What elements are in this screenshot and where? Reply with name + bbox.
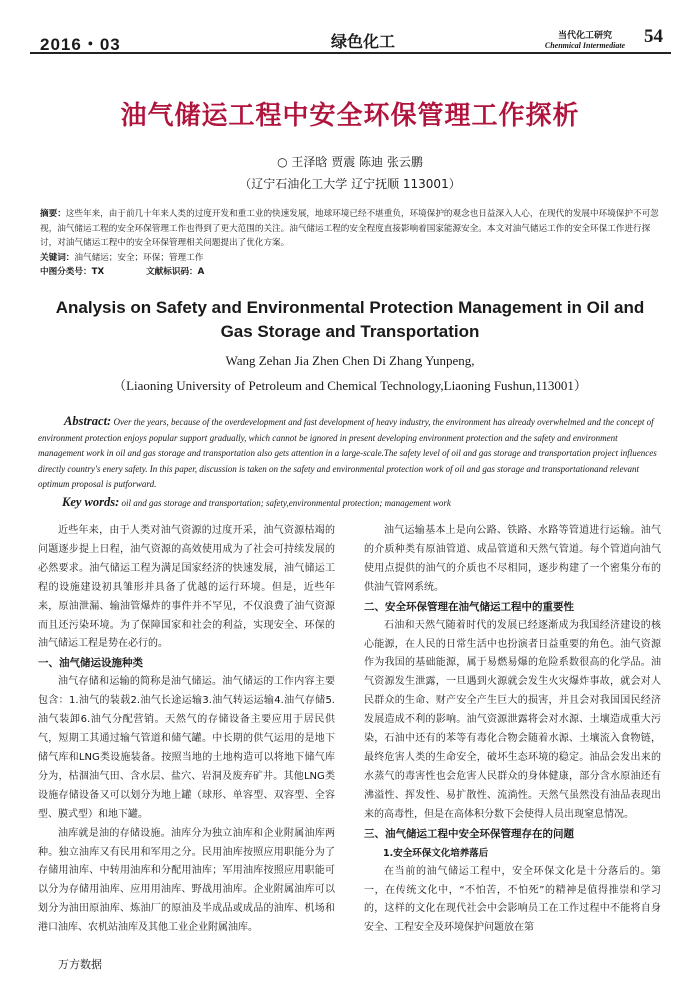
- section-heading: 一、油气储运设施种类: [38, 657, 143, 670]
- authors-cn: ○ 王泽晗 贾震 陈迪 张云鹏: [277, 155, 423, 169]
- journal-name-cn: 当代化工研究: [557, 31, 612, 41]
- journal-name-en: Chenmical Intermediate: [544, 41, 626, 50]
- body-column-right: [364, 522, 661, 938]
- abstract-cn-label: 摘要：: [40, 209, 66, 219]
- keywords-en-text: oil and gas storage and transportation; safety,environmental protection; management work: [121, 498, 451, 508]
- paragraph: 油气存储和运输的简称是油气储运。油气储运的工作内容主要包含：1.油气的装载2.油气长途运输3.油气转运运输4.油气存储5.油气装卸6.油气分配营销。天然气的存储设备主要应用于居民供气，短期工其通过输气管道和储气罐。中长期的供气运用的是地下储气库和LNG类设施装备。按照当地的土地构造可以将地下储气库分为，枯涸油气田、含水层、盐穴、岩洞及废弃矿井。其他LNG类设施存储设备又可以划分为地上罐（球形、单容型、双容型、全容型、膜式型）和地下罐。: [38, 676, 335, 820]
- keywords-cn-label: 关键词：: [40, 252, 75, 263]
- header-rule: [30, 52, 671, 54]
- classification: [40, 265, 660, 280]
- source-watermark: 万方数据: [58, 958, 102, 971]
- paragraph: 油库就是油的存储设施。油库分为独立油库和企业附属油库两种。独立油库又有民用和军用之分。民用油库按照应用职能分为了存储用油库、中转用油库和分配用油库；军用油库按照应用职能可以分为存储用油库、应用用油库、野战用油库。企业附属油库可以划分为油田原油库、炼油厂的原油及半成品或成品的油库、机场和港口油库、农机站油库及其他工业企业附属油库。: [38, 827, 335, 934]
- paragraph: 近些年来，由于人类对油气资源的过度开采，油气资源枯竭的问题逐步提上日程，油气资源的高效使用成为了社会可持续发展的必然要求。油气储运工程为满足国家经济的快速发展，油气储运工程的设施建设初具雏形并具备了优越的运行环境。但是，近些年来，原油泄漏、输油管爆炸的事件并不罕见，不仅浪费了油气资源而且还污染环境。为了保障国家和社会的利益，实现安全、环保的油气储运工程是势在必行的。: [38, 525, 335, 650]
- abstract-en-label: Abstract:: [64, 414, 112, 428]
- paper-title-cn: 油气储运工程中安全环保管理工作探析: [120, 101, 580, 131]
- journal-column: 绿色化工: [330, 32, 395, 51]
- section-heading: 二、安全环保管理在油气储运工程中的重要性: [364, 600, 574, 613]
- abstract-cn-text: 这些年来，由于前几十年来人类的过度开发和重工业的快速发展，地球环境已经不堪重负，环境保护的观念也日益深入人心，在现代的发展中环境保护不可忽视，油气储运工程的安全环保管理工作也得到了更大范围的关注。油气储运工程的安全程度直接影响着国家能源安全。本文对油气储运工作的安全环保工作进行探讨，对油气储运工程中的安全环保管理相关问题提出了优化方案。: [40, 209, 659, 248]
- abstract-cn: [40, 207, 660, 251]
- page-number: 54: [644, 26, 663, 47]
- paragraph: 油气运输基本上是向公路、铁路、水路等管道进行运输。油气的介质种类有原油管道、成品管道和天然气管道。每个管道向油气使用点提供的油气的介质也不尽相同，逐步构建了一个密集分布的供油气管网系统。: [364, 525, 661, 593]
- abstract-en: [38, 414, 664, 493]
- abstract-cn-block: [40, 207, 660, 280]
- doccode-value: A: [197, 267, 205, 277]
- paragraph: 在当前的油气储运工程中，安全环保文化是十分落后的。第一，在传统文化中，“不怕苦，不怕死”的精神是值得推崇和学习的，这样的文化在现代社会中会影响员工在工作过程中不能将自身安全、工程安全及环境保护问题放在第: [364, 865, 661, 934]
- subsection-heading: 1.安全环保文化培养落后: [383, 847, 489, 859]
- journal-masthead: [530, 28, 640, 50]
- keywords-cn: [40, 251, 660, 266]
- doccode-label: 文献标识码：: [146, 267, 198, 277]
- class-value: TX: [91, 267, 105, 277]
- keywords-en: [62, 495, 662, 510]
- keywords-en-label: Key words:: [62, 495, 120, 509]
- affiliation-en: （Liaoning University of Petroleum and Chemical Technology,Liaoning Fushun,113001）: [113, 378, 587, 393]
- affiliation-cn: （辽宁石油化工大学 辽宁抚顺 113001）: [239, 177, 461, 191]
- abstract-en-text: Over the years, because of the overdevelopment and fast development of heavy industry, the environment has already overwhelmed and the concept of environment protection enjoys popular support gradually, which cannot be ignored in present developing environment protection and the safety and environment management work in oil and gas storage and transportation also gets attention in a large-scale.The safety level of oil and gas storage and transportation project influences directly country's enery safety. In this paper, discussion is taken on the safety and environmental protection work of oil and gas storage and transportationand relevant optimum proposal is putforward.: [38, 417, 657, 489]
- authors-en: Wang Zehan Jia Zhen Chen Di Zhang Yunpeng,: [225, 353, 475, 368]
- issue-number: 2016・03: [40, 35, 121, 54]
- body-column-left: [38, 522, 335, 938]
- paper-title-en: Analysis on Safety and Environmental Protection Management in Oil and Gas Storage and Transportation: [55, 298, 645, 341]
- section-heading: 三、油气储运工程中安全环保管理存在的问题: [364, 827, 574, 840]
- keywords-cn-text: 油气储运；安全；环保；管理工作: [74, 252, 204, 263]
- class-label: 中图分类号：: [40, 267, 92, 277]
- paragraph: 石油和天然气随着时代的发展已经逐渐成为我国经济建设的核心能源，在人民的日常生活中也扮演者日益重要的角色。油气资源作为我国的基础能源，属于易燃易爆的危险系数很高的化学品。油气资源发生泄露，一旦遇到火源就会发生火灾爆炸事故，就会对人民群众的生命、财产安全产生巨大的损害，并且会对我国国民经济发展造成不利的影响。油气资源泄露将会对水源、土壤造成重大污染，石油中还有的苯等有毒化合物会随着水源、土壤流入食物链，最终危害人类的生命安全，破坏生态环境的稳定。油品会发出来的水蒸气的毒害性也会危害人民群众的身体健康，部分含水原油还有沸溢性、挥发性、易扩散性、流淌性。天然气虽然没有油品表现出来的高毒性，但是在高体积分数下会使得人员出现窒息情况。: [364, 619, 661, 820]
